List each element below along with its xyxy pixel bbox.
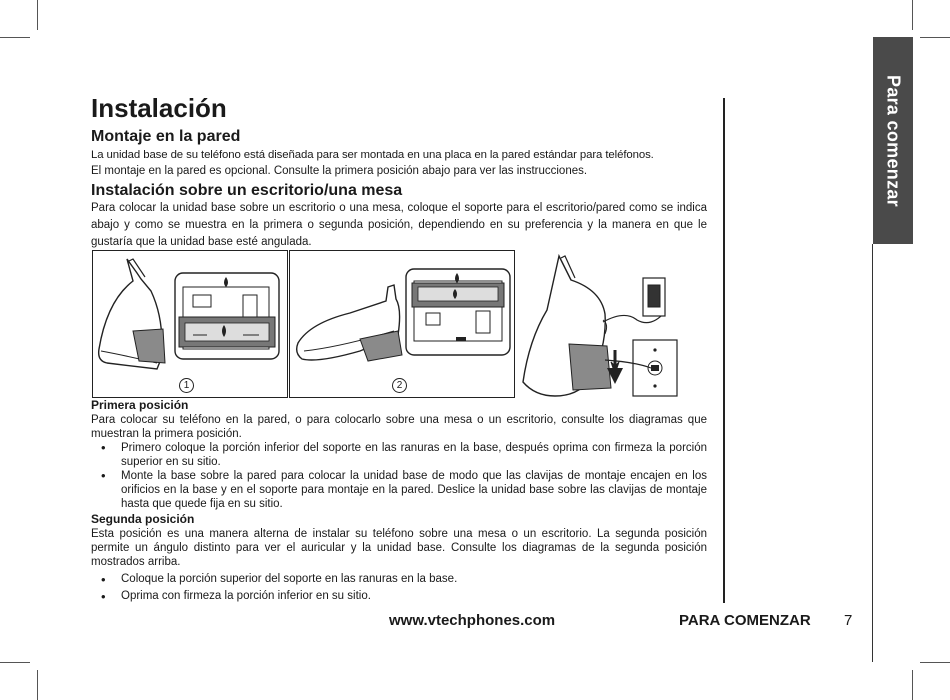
diagram-first-position: [92, 250, 288, 398]
footer-section-name: PARA COMENZAR: [679, 612, 811, 629]
list-item: • Coloque la porción superior del soporte en las ranuras en la base.: [91, 571, 707, 588]
crop-mark: [0, 37, 30, 38]
wall-mount-line-1: La unidad base de su teléfono está diseñada para ser montada en una placa en la pared estándar para teléfonos.: [91, 149, 654, 161]
page-number: 7: [844, 612, 853, 629]
desk-mount-text: Para colocar la unidad base sobre un escritorio o una mesa, coloque el soporte para el escritorio/pared como se indica abajo y como se muestra en la primera o segunda posición, dependiendo en su preferencia y la manera en que le gustaría que la unidad base esté angulada.: [91, 202, 707, 248]
margin-rule: [872, 244, 873, 662]
side-tab-label: Para comenzar: [883, 74, 904, 207]
second-position-heading: Segunda posición: [91, 512, 195, 526]
crop-mark: [0, 662, 30, 663]
column-rule: [723, 98, 725, 603]
position-1-label: 1: [183, 380, 190, 391]
diagram-second-position: [289, 250, 515, 398]
crop-mark: [37, 670, 38, 700]
list-item: • Monte la base sobre la pared para colocar la unidad base de modo que las clavijas de montaje encajen en los orificios en la base y en el soporte para montaje en la pared. Deslice la unidad base sobre las clavijas de montaje hasta que quede fija en su sitio.: [91, 469, 707, 511]
crop-mark: [912, 0, 913, 30]
position-2-marker: [392, 378, 407, 393]
wall-mount-line-2: El montaje en la pared es opcional. Consulte la primera posición abajo para ver las instrucciones.: [91, 165, 588, 177]
diagram-wall-plate: [515, 250, 700, 400]
wall-plate-illustration: [515, 250, 700, 400]
first-position-heading: Primera posición: [91, 398, 189, 412]
crop-mark: [912, 670, 913, 700]
list-item: • Oprima con firmeza la porción inferior en su sitio.: [91, 588, 707, 605]
desk-mount-illustration: [290, 251, 514, 397]
desk-mount-heading: Instalación sobre un escritorio/una mesa: [91, 182, 403, 199]
list-item: • Primero coloque la porción inferior del soporte en las ranuras en la base, después oprima con firmeza la porción superior en su sitio.: [91, 441, 707, 469]
first-position-list: [91, 441, 707, 511]
wall-mount-illustration: [93, 251, 287, 397]
page-title: Instalación: [91, 93, 227, 123]
position-1-marker: [179, 378, 194, 393]
crop-mark: [37, 0, 38, 30]
first-position-text: Para colocar su teléfono en la pared, o para colocarlo sobre una mesa o un escritorio, consulte los diagramas que muestran la primera posición.: [91, 414, 707, 440]
second-position-list: [91, 571, 707, 605]
crop-mark: [920, 37, 950, 38]
second-position-text: Esta posición es una manera alterna de instalar su teléfono sobre una mesa o un escritorio. La segunda posición permite un ángulo distinto para ver el auricular y la unidad base. Consulte los diagramas de la segunda posición mostrados arriba.: [91, 528, 707, 568]
wall-mount-heading: Montaje en la pared: [91, 128, 241, 145]
crop-mark: [920, 662, 950, 663]
section-side-tab: [873, 37, 913, 244]
footer-website: www.vtechphones.com: [389, 612, 556, 629]
position-2-label: 2: [396, 380, 403, 391]
